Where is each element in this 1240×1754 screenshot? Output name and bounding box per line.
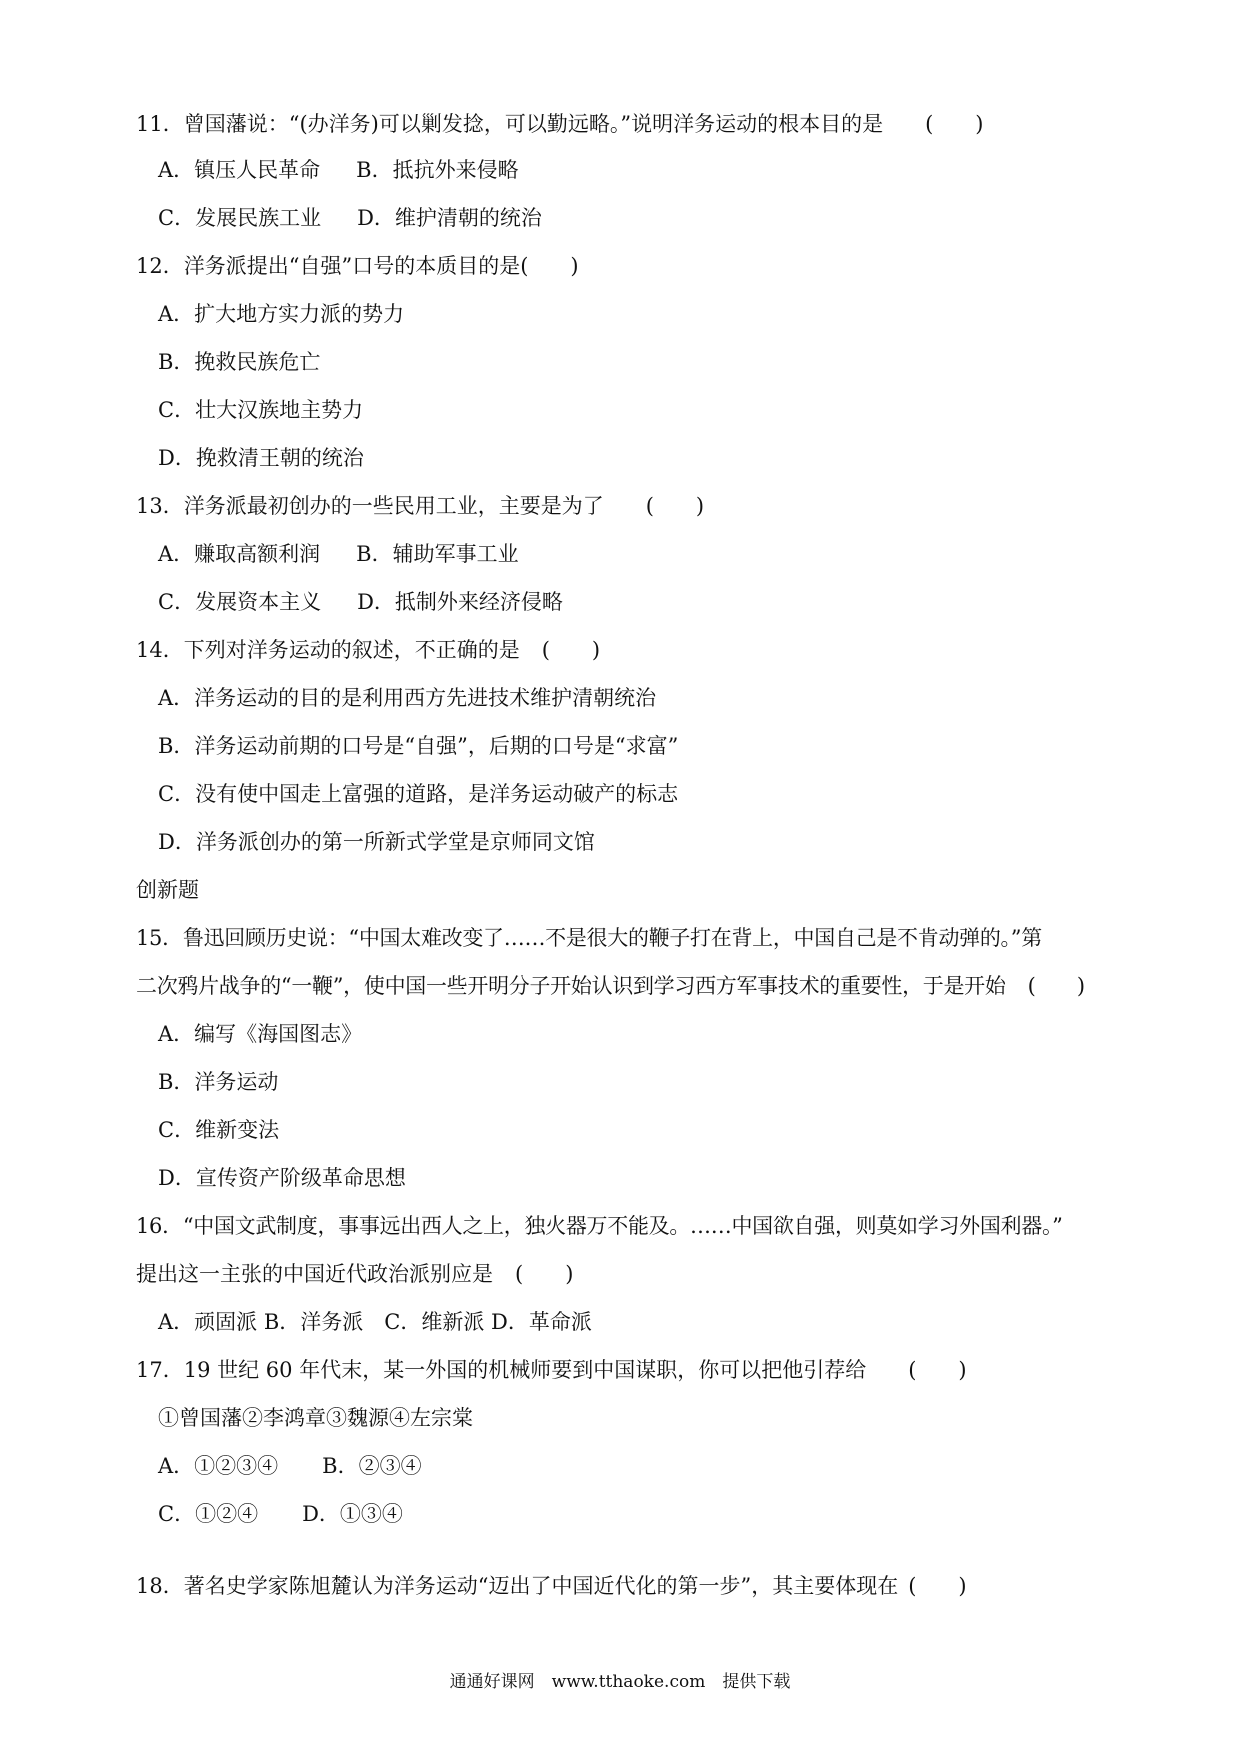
option-row <box>158 1500 403 1528</box>
option-b: B．洋务运动前期的口号是“自强”，后期的口号是“求富” <box>158 734 679 758</box>
page-footer: 通通好课网 www.tthaoke.com 提供下载 <box>449 1672 791 1692</box>
answer-paren: ( ) <box>645 494 705 518</box>
option-a: A．赚取高额利润 <box>158 542 321 566</box>
answer-paren: ( ) <box>908 1574 967 1598</box>
option-d: D．宣传资产阶级革命思想 <box>158 1166 406 1190</box>
answer-paren: ( ) <box>925 112 984 136</box>
option-row <box>158 1452 422 1480</box>
question-stem: 18．著名史学家陈旭麓认为洋务运动“迈出了中国近代化的第一步”，其主要体现在 <box>136 1574 899 1598</box>
option-row <box>158 204 542 232</box>
option-c: C．维新变法 <box>158 1118 280 1142</box>
answer-paren: ( ) <box>515 1262 574 1286</box>
question-15-line-2: 二次鸦片战争的“一鞭”，使中国一些开明分子开始认识到学习西方军事技术的重要性，于是开始 ( ) <box>136 974 1085 998</box>
option-c: C．发展民族工业 <box>158 206 322 230</box>
option-d: D．挽救清王朝的统治 <box>158 446 364 470</box>
option-b: B．②③④ <box>322 1454 422 1478</box>
option-b: B．抵抗外来侵略 <box>356 158 519 182</box>
question-14 <box>136 636 600 664</box>
section-title: 创新题 <box>136 878 199 902</box>
option-d: D．维护清朝的统治 <box>357 206 542 230</box>
option-d: D．①③④ <box>302 1502 403 1526</box>
question-18 <box>136 1572 967 1600</box>
question-stem: 11．曾国藩说：“(办洋务)可以剿发捻，可以勤远略。”说明洋务运动的根本目的是 <box>136 112 884 136</box>
option-a: A．①②③④ <box>158 1454 279 1478</box>
answer-paren: ( ) <box>908 1358 967 1382</box>
question-stem: 14．下列对洋务运动的叙述，不正确的是 <box>136 638 520 662</box>
question-16-line-2: 提出这一主张的中国近代政治派别应是 ( ) <box>136 1262 574 1286</box>
answer-paren: ( ) <box>541 638 601 662</box>
option-a: A．扩大地方实力派的势力 <box>158 302 405 326</box>
question-12: 12．洋务派提出“自强”口号的本质目的是( ) <box>136 254 579 278</box>
option-c: C．没有使中国走上富强的道路，是洋务运动破产的标志 <box>158 782 679 806</box>
question-15-line-1: 15．鲁迅回顾历史说：“中国太难改变了……不是很大的鞭子打在背上，中国自己是不肯动弹的。”第 <box>136 926 1042 950</box>
option-row <box>158 156 519 184</box>
option-row <box>158 540 519 568</box>
option-b: B．辅助军事工业 <box>356 542 519 566</box>
question-11 <box>136 110 983 138</box>
option-a: A．镇压人民革命 <box>158 158 321 182</box>
question-17 <box>136 1356 967 1384</box>
option-c: C．发展资本主义 <box>158 590 322 614</box>
option-b: B．洋务运动 <box>158 1070 279 1094</box>
question-13 <box>136 492 704 520</box>
question-stem: 17．19 世纪 60 年代末，某一外国的机械师要到中国谋职，你可以把他引荐给 <box>136 1358 867 1382</box>
option-a: A．编写《海国图志》 <box>158 1022 363 1046</box>
option-d: D．抵制外来经济侵略 <box>357 590 563 614</box>
option-a: A．洋务运动的目的是利用西方先进技术维护清朝统治 <box>158 686 657 710</box>
question-stem: 13．洋务派最初创办的一些民用工业，主要是为了 <box>136 494 604 518</box>
answer-paren: ( ) <box>1027 974 1085 998</box>
options-line: A．顽固派 B．洋务派 C．维新派 D．革命派 <box>158 1310 592 1334</box>
option-b: B．挽救民族危亡 <box>158 350 321 374</box>
option-c: C．壮大汉族地主势力 <box>158 398 364 422</box>
item-list: ①曾国藩②李鸿章③魏源④左宗棠 <box>158 1406 473 1430</box>
question-16-line-1: 16．“中国文武制度，事事远出西人之上，独火器万不能及。……中国欲自强，则莫如学习外国利器。” <box>136 1214 1063 1238</box>
option-d: D．洋务派创办的第一所新式学堂是京师同文馆 <box>158 830 595 854</box>
option-c: C．①②④ <box>158 1502 259 1526</box>
option-row <box>158 588 563 616</box>
